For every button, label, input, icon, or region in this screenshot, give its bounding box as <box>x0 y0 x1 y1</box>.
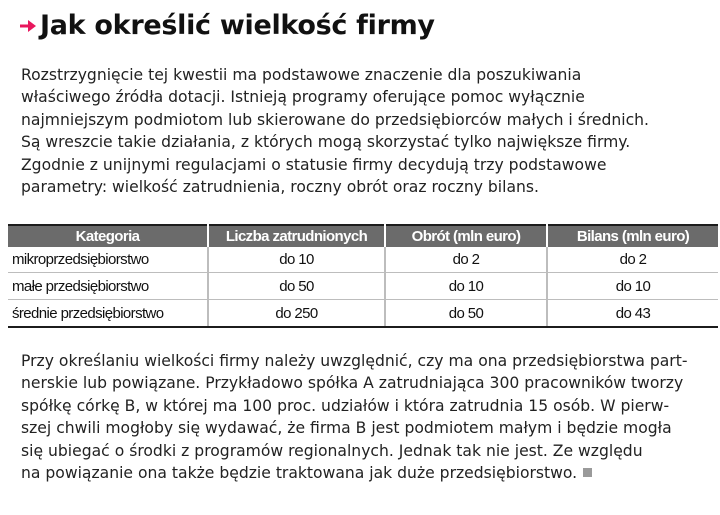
end-of-article-square-icon <box>583 468 592 477</box>
cell-turnover: do 2 <box>385 247 547 273</box>
cell-balance: do 43 <box>547 300 718 328</box>
cell-employees: do 10 <box>208 247 385 273</box>
column-header-balance: Bilans (mln euro) <box>547 225 718 247</box>
company-size-table <box>8 224 718 328</box>
intro-line: parametry: wielkość zatrudnienia, roczny obrót oraz roczny bilans. <box>21 178 539 197</box>
intro-line: właściwego źródła dotacji. Istnieją programy oferujące pomoc wyłącznie <box>21 88 585 107</box>
outro-line: nerskie lub powiązane. Przykładowo spółka A zatrudniająca 300 pracowników tworzy <box>21 374 684 393</box>
cell-category: mikroprzedsiębiorstwo <box>8 247 208 273</box>
article-heading <box>18 10 435 41</box>
outro-line: Przy określaniu wielkości firmy należy uwzględnić, czy ma ona przedsiębiorstwa part- <box>21 352 688 370</box>
table-row <box>8 300 718 328</box>
outro-line: spółkę córkę B, w której ma 100 proc. udziałów i która zatrudnia 15 osób. W pierw- <box>21 396 670 415</box>
column-header-turnover: Obrót (mln euro) <box>385 225 547 247</box>
outro-line: szej chwili mogłoby się wydawać, że firma B jest podmiotem małym i będzie mogła <box>21 419 672 438</box>
table-row <box>8 273 718 300</box>
column-header-category: Kategoria <box>8 225 208 247</box>
intro-line: Zgodnie z unijnymi regulacjami o statusie firmy decydują trzy podstawowe <box>21 155 607 174</box>
cell-employees: do 250 <box>208 300 385 328</box>
cell-employees: do 50 <box>208 273 385 300</box>
outro-line: się ubiegać o środki z programów regionalnych. Jednak tak nie jest. Ze względu <box>21 441 643 460</box>
cell-turnover: do 50 <box>385 300 547 328</box>
outro-paragraph <box>21 350 716 484</box>
table-row <box>8 247 718 273</box>
intro-line: Rozstrzygnięcie tej kwestii ma podstawowe znaczenie dla poszukiwania <box>21 66 582 84</box>
arrow-right-icon <box>18 16 38 36</box>
outro-line-text: na powiązanie ona także będzie traktowana jak duże przedsiębiorstwo. <box>21 464 578 483</box>
outro-last-line <box>21 462 716 484</box>
intro-line: Są wreszcie takie działania, z których mogą skorzystać tylko największe firmy. <box>21 133 631 152</box>
cell-category: średnie przedsiębiorstwo <box>8 300 208 328</box>
page-title: Jak określić wielkość firmy <box>40 10 435 41</box>
cell-balance: do 2 <box>547 247 718 273</box>
column-header-employees: Liczba zatrudnionych <box>208 225 385 247</box>
cell-balance: do 10 <box>547 273 718 300</box>
table-header-row <box>8 225 718 247</box>
cell-category: małe przedsiębiorstwo <box>8 273 208 300</box>
intro-paragraph <box>21 64 716 198</box>
intro-line: najmniejszym podmiotom lub skierowane do przedsiębiorców małych i średnich. <box>21 110 650 129</box>
cell-turnover: do 10 <box>385 273 547 300</box>
